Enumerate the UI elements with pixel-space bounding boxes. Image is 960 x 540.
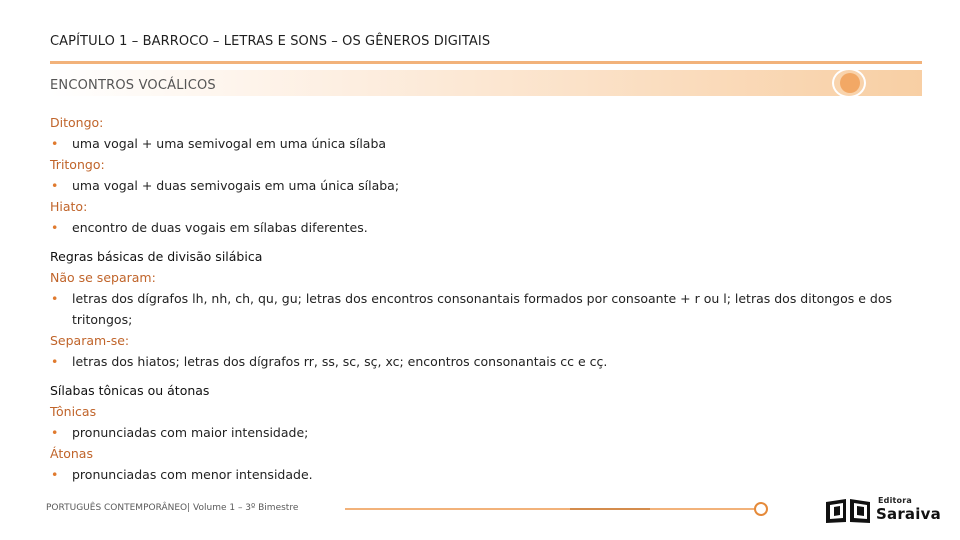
footer-text: PORTUGUÊS CONTEMPORÂNEO| Volume 1 – 3º Bimestre (46, 503, 299, 513)
chapter-title: CAPÍTULO 1 – BARROCO – LETRAS E SONS – OS GÊNEROS DIGITAIS (50, 34, 491, 49)
subheading: Átonas (50, 446, 93, 461)
bullet-item: • pronunciadas com menor intensidade. (50, 464, 920, 485)
content-block (50, 380, 920, 485)
section-heading: Regras básicas de divisão silábica (50, 249, 263, 264)
top-rule (50, 61, 922, 64)
logo-small-text: Editora (878, 496, 912, 505)
subheading: Tritongo: (50, 157, 105, 172)
band-dot-icon (840, 73, 860, 93)
bullet-item: • letras dos dígrafos lh, nh, ch, qu, gu; letras dos encontros consonantais formados por consoante + r ou l; letras dos ditongos e dos tritongos; (50, 288, 920, 330)
subheading: Não se separam: (50, 270, 156, 285)
bullet-item: • letras dos hiatos; letras dos dígrafos rr, ss, sc, sç, xc; encontros consonantais cc e cç. (50, 351, 920, 372)
bullet-item: • pronunciadas com maior intensidade; (50, 422, 920, 443)
footer-line-accent (570, 508, 650, 510)
content-block (50, 246, 920, 372)
bullet-item: • uma vogal + uma semivogal em uma única sílaba (50, 133, 920, 154)
section-title: ENCONTROS VOCÁLICOS (50, 78, 216, 93)
bullet-item: • uma vogal + duas semivogais em uma única sílaba; (50, 175, 920, 196)
subheading: Hiato: (50, 199, 88, 214)
footer-line (345, 508, 755, 510)
content-block (50, 112, 920, 238)
subheading: Ditongo: (50, 115, 104, 130)
subheading: Tônicas (50, 404, 97, 419)
content-body (50, 112, 920, 493)
subheading: Separam-se: (50, 333, 130, 348)
logo-big-text: Saraiva (876, 505, 941, 523)
section-heading: Sílabas tônicas ou átonas (50, 383, 210, 398)
publisher-logo (824, 494, 942, 524)
book-icon (824, 496, 874, 524)
footer-circle-icon (754, 502, 768, 516)
bullet-item: • encontro de duas vogais em sílabas diferentes. (50, 217, 920, 238)
